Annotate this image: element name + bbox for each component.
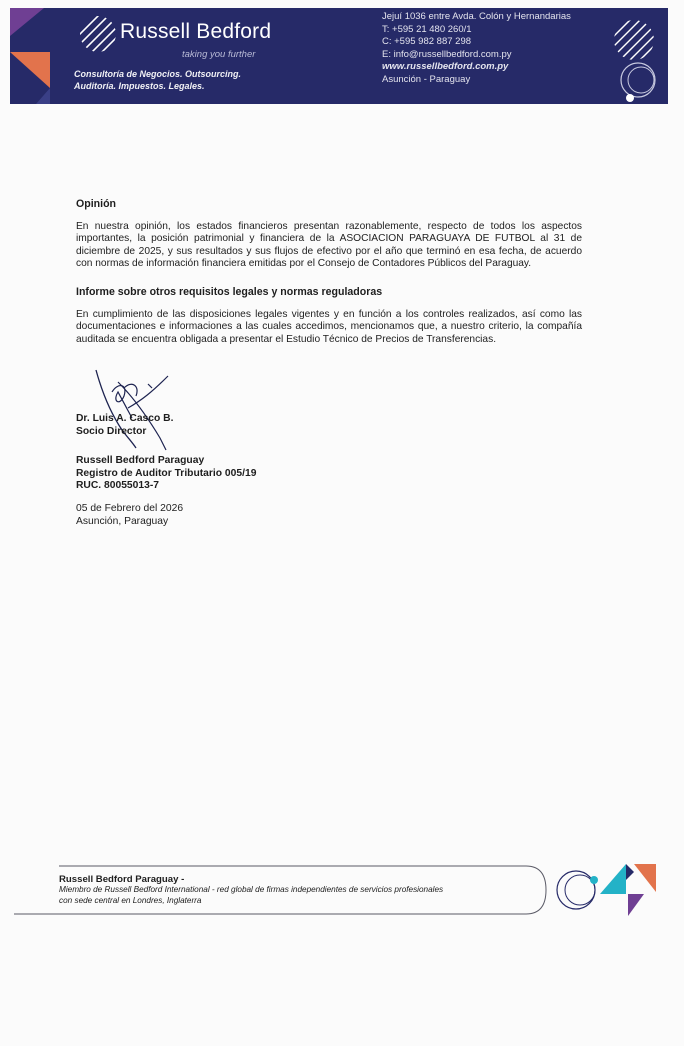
- footer-text: [59, 874, 443, 906]
- teal-triangle-shape: [600, 864, 626, 894]
- contact-website: www.russellbedford.com.py: [382, 61, 509, 73]
- date-block: [76, 503, 183, 528]
- footer-line-1: Miembro de Russell Bedford International - red global de firmas independientes de servicios profesionales: [59, 885, 444, 894]
- services-line-1: Consultoría de Negocios. Outsourcing.: [74, 69, 242, 79]
- contact-city: Asunción - Paraguay: [382, 73, 471, 85]
- orange-footer-triangle-shape: [634, 864, 656, 892]
- orange-triangle-shape: [10, 52, 50, 88]
- brand-tagline: taking you further: [182, 49, 256, 60]
- purple-footer-triangle-shape: [628, 894, 644, 916]
- firm-ruc: RUC. 80055013-7: [76, 480, 159, 492]
- signer-block: [76, 413, 173, 438]
- firm-block: [76, 455, 256, 493]
- letterhead-header: [10, 8, 668, 104]
- brand-name: Russell Bedford: [120, 20, 272, 43]
- signer-name: Dr. Luis A. Casco B.: [76, 413, 174, 424]
- opinion-paragraph: En nuestra opinión, los estados financieros presentan razonablemente, respecto de todos los aspectos importantes, la posición patrimonial y financiera de la ASOCIACION PARAGUAYA DE FUTBOL al 31 de diciembre de 2025, y sus resultados y sus flujos de efectivo por el año que terminó en esa fecha, de acuerdo con normas de información financiera emitidas por el Consejo de Contadores Públicos del Paraguay.: [76, 220, 582, 270]
- contact-email: E: info@russellbedford.com.py: [382, 48, 512, 60]
- contact-cell: C: +595 982 887 298: [382, 36, 472, 48]
- navy-small-triangle-shape: [626, 864, 634, 880]
- report-place: Asunción, Paraguay: [76, 515, 169, 527]
- footer-line-2: con sede central en Londres, Inglaterra: [59, 895, 202, 905]
- navy-triangle-shape: [36, 88, 50, 104]
- footer-title: Russell Bedford Paraguay -: [59, 874, 185, 885]
- handwritten-signature: [88, 362, 198, 462]
- contact-address: Jejuí 1036 entre Avda. Colón y Hernandarias: [382, 11, 571, 22]
- report-content: [76, 198, 582, 346]
- firm-name: Russell Bedford Paraguay: [76, 455, 205, 466]
- russell-bedford-logo-icon: [78, 14, 118, 54]
- header-circle-emblem-icon: [610, 14, 666, 104]
- report-date: 05 de Febrero del 2026: [76, 503, 184, 514]
- other-requirements-paragraph: En cumplimiento de las disposiciones legales vigentes y en función a los controles realizados, así como las documentaciones e informaciones a las cuales accedimos, mencionamos que, a nuestro criterio, la compañía auditada se encuentra obligada a presentar el Estudio Técnico de Precios de Transferencias.: [76, 308, 582, 345]
- opinion-heading: Opinión: [76, 198, 117, 210]
- auditor-registry: Registro de Auditor Tributario 005/19: [76, 467, 257, 479]
- other-requirements-heading: Informe sobre otros requisitos legales y normas reguladoras: [76, 285, 383, 298]
- contact-block: [382, 11, 571, 87]
- signer-role: Socio Director: [76, 425, 147, 437]
- contact-phone: T: +595 21 480 260/1: [382, 23, 472, 35]
- services-text: [74, 68, 241, 92]
- services-line-2: Auditoría. Impuestos. Legales.: [74, 81, 205, 91]
- purple-triangle-shape: [10, 8, 44, 36]
